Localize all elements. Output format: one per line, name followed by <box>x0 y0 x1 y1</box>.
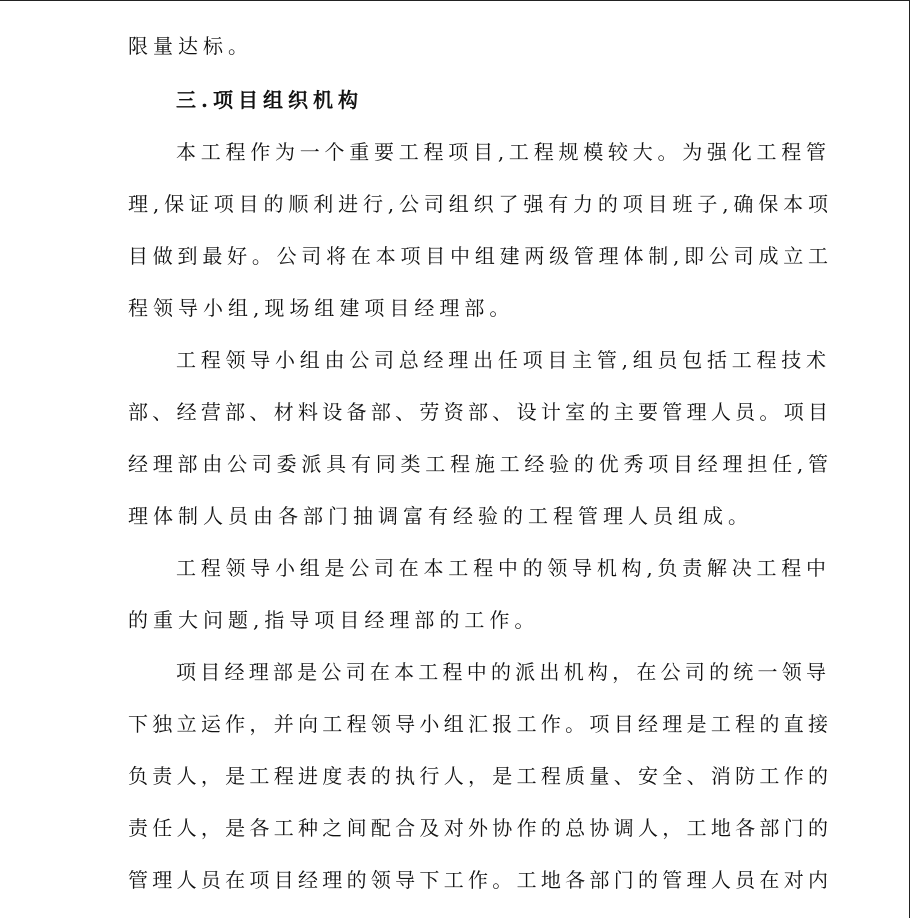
paragraph-3-line-1: 工程领导小组是公司在本工程中的领导机构,负责解决工程中 <box>176 556 826 580</box>
paragraph-4-line-4: 责任人，是各工种之间配合及对外协作的总协调人，工地各部门的 <box>128 816 828 840</box>
paragraph-4-line-1: 项目经理部是公司在本工程中的派出机构，在公司的统一领导 <box>176 660 826 684</box>
paragraph-2-line-3: 经理部由公司委派具有同类工程施工经验的优秀项目经理担任,管 <box>128 452 828 476</box>
paragraph-4-line-3: 负责人，是工程进度表的执行人，是工程质量、安全、消防工作的 <box>128 764 828 788</box>
section-heading: 三.项目组织机构 <box>176 88 363 112</box>
paragraph-4-line-2: 下独立运作，并向工程领导小组汇报工作。项目经理是工程的直接 <box>128 712 828 736</box>
paragraph-2-line-1: 工程领导小组由公司总经理出任项目主管,组员包括工程技术 <box>176 348 826 372</box>
paragraph-1-line-4: 程领导小组,现场组建项目经理部。 <box>128 296 515 320</box>
paragraph-2-line-2: 部、经营部、材料设备部、劳资部、设计室的主要管理人员。项目 <box>128 400 828 424</box>
paragraph-1-line-1: 本工程作为一个重要工程项目,工程规模较大。为强化工程管 <box>176 140 826 164</box>
paragraph-3-line-2: 的重大问题,指导项目经理部的工作。 <box>128 608 540 632</box>
paragraph-1-line-2: 理,保证项目的顺利进行,公司组织了强有力的项目班子,确保本项 <box>128 192 828 216</box>
paragraph-4-line-5: 管理人员在项目经理的领导下工作。工地各部门的管理人员在对内 <box>128 868 828 892</box>
paragraph-1-line-3: 目做到最好。公司将在本项目中组建两级管理体制,即公司成立工 <box>128 244 828 268</box>
paragraph-2-line-4: 理体制人员由各部门抽调富有经验的工程管理人员组成。 <box>128 504 753 528</box>
previous-paragraph-tail: 限量达标。 <box>128 34 253 58</box>
